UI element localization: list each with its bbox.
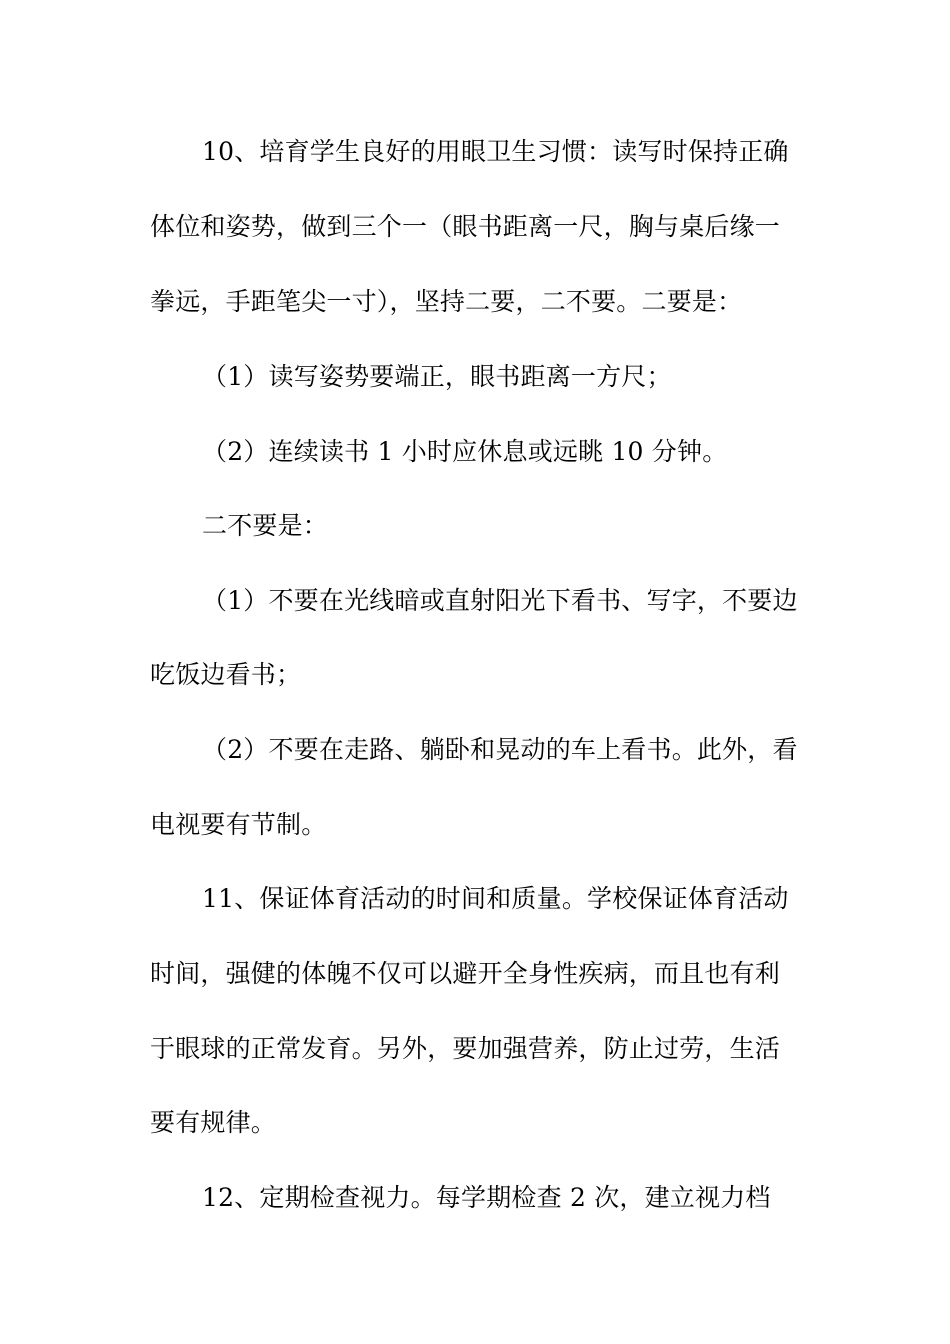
paragraph-11-line-1: 11、保证体育活动的时间和质量。学校保证体育活动 bbox=[202, 884, 789, 913]
requirement-1: （1）读写姿势要端正，眼书距离一方尺； bbox=[202, 362, 672, 391]
paragraph-10-line-3: 拳远，手距笔尖一寸），坚持二要，二不要。二要是： bbox=[150, 287, 743, 316]
prohibition-1-line-1: （1）不要在光线暗或直射阳光下看书、写字，不要边 bbox=[202, 586, 798, 615]
paragraph-11-line-3: 于眼球的正常发育。另外，要加强营养，防止过劳，生活 bbox=[150, 1034, 781, 1063]
paragraph-11-line-4: 要有规律。 bbox=[150, 1108, 277, 1137]
paragraph-10-line-2: 体位和姿势，做到三个一（眼书距离一尺，胸与桌后缘一 bbox=[150, 212, 781, 241]
requirement-2: （2）连续读书 1 小时应休息或远眺 10 分钟。 bbox=[202, 437, 728, 466]
paragraph-10-line-1: 10、培育学生良好的用眼卫生习惯：读写时保持正确 bbox=[202, 137, 789, 166]
prohibitions-heading: 二不要是： bbox=[202, 511, 329, 540]
prohibition-2-line-2: 电视要有节制。 bbox=[150, 810, 327, 839]
paragraph-12-line-1: 12、定期检查视力。每学期检查 2 次，建立视力档 bbox=[202, 1183, 771, 1212]
prohibition-2-line-1: （2）不要在走路、躺卧和晃动的车上看书。此外，看 bbox=[202, 735, 798, 764]
paragraph-11-line-2: 时间，强健的体魄不仅可以避开全身性疾病，而且也有利 bbox=[150, 959, 781, 988]
prohibition-1-line-2: 吃饭边看书； bbox=[150, 660, 302, 689]
